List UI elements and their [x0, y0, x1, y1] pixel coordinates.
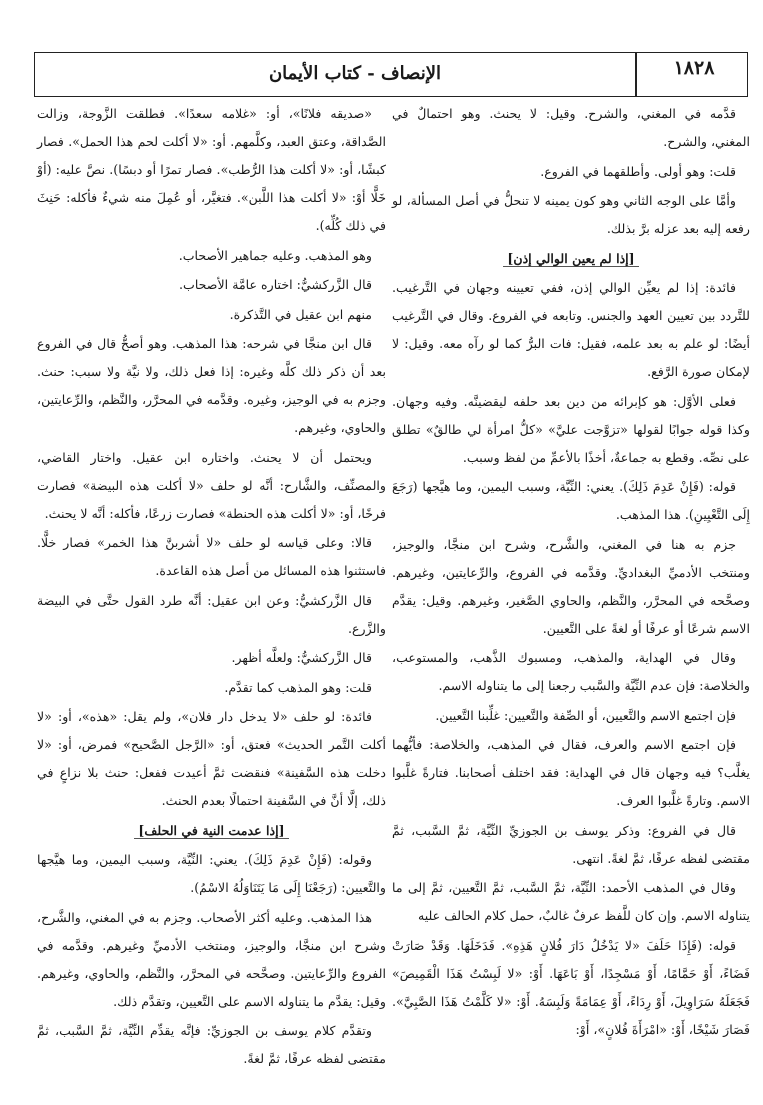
paragraph: «صديقه فلانًا»، أو: «غلامه سعدًا». فطلقت الزَّوجة، وزالت الصَّداقة، وعتق العبد، وكلَّمهم. أو: «لا أكلت لحم هذا الحمل». فصار كبشًا، أو: «لا أكلت هذا الرُّطب». فصار تمرًا أو دبسًا). نصَّ عليه: (أوْ خَلًّا أوْ: «لا أكلت هذا اللَّبن». فتغيَّر، أو عُمِلَ منه شيءٌ فأكله: حَنِثَ في ذلك كُلِّه). — [37, 106, 386, 233]
paragraph: قال الزَّركشيُّ: وعن ابن عقيل: أنَّه طرد القول حتَّى في البيضة والزَّرع. — [37, 592, 386, 636]
right-column — [392, 100, 750, 1045]
paragraph: وقال في المذهب الأحمد: النِّيَّة، ثمَّ السَّبب، ثمَّ التَّعيين، ثمَّ إلى ما يتناوله الاسم. وإن كان للَّفظ عرفٌ غالبٌ، حمل كلام الحالف عليه — [392, 880, 750, 923]
paragraph: قال في الفروع: وذكر يوسف بن الجوزيِّ النِّيَّة، ثمَّ السَّبب، ثمَّ مقتضى لفظه عرفًا، ثمَّ لغةً. انتهى. — [392, 822, 750, 866]
page-number: ١٨٢٨ — [673, 57, 715, 79]
paragraph: وقال في الهداية، والمذهب، ومسبوك الذَّهب، والمستوعب، والخلاصة: فإن عدم النِّيَّة والسَّبب رجعنا إلى ما يتناوله الاسم. — [392, 650, 750, 693]
paragraph: فائدة: إذا لم يعيِّن الوالي إذن، ففي تعيينه وجهان في التَّرغيب. للتَّردد بين تعيين العهد والجنس. وتابعه في الفروع. وقال في التَّرغيب أيضًا: لو علم به بعد علمه، فقيل: فات البرُّ كما لو رآه معه. وقيل: لا لإمكان صورة الرَّفع. — [392, 280, 750, 379]
paragraph: فائدة: لو حلف «لا يدخل دار فلان»، ولم يقل: «هذه»، أو: «لا أكلت التَّمر الحديث» فعتق، أو: «الرَّجل الصَّحيح» فمرض، أو: «لا دخلت هذه السَّفينة» فنقضت ثمَّ أعيدت ففعل: حنث بلا نزاعٍ في ذلك، إلَّا أنَّ في السَّفينة احتمالًا بعدم الحنث. — [37, 709, 386, 808]
paragraph: وقوله: (فَإِنْ عَدِمَ ذَلِكَ). يعني: النِّيَّة، وسبب اليمين، وما هيَّجها والتَّعيين: (رَجَعْنَا إِلَى مَا يَتَنَاوَلُهُ الاسْمُ). — [37, 852, 386, 895]
paragraph: قوله: (فَإِذَا حَلَفَ «لا يَدْخُلُ دَارَ فُلانٍ هَذِهِ». فَدَخَلَهَا. وَقَدْ صَارَتْ فَضَاءً، أَوْ حَمَّامًا، أَوْ مَسْجِدًا، أَوْ بَاعَهَا. أَوْ: «لا لَبِسْتُ هَذَا الْقَمِيصَ» فَجَعَلَهُ سَرَاوِيلَ، أَوْ رِدَاءً، أَوْ عِمَامَةً وَلَبِسَهُ. أَوْ: «لا كَلَّمْتُ هَذَا الصَّبِيَّ». فَصَارَ شَيْخًا، أَوْ: «امْرَأَةَ فُلانٍ»، أَوْ: — [392, 937, 750, 1037]
left-column — [37, 100, 386, 1075]
paragraph: قال ابن منجَّا في شرحه: هذا المذهب. وهو أصحُّ قال في الفروع بعد أن ذكر ذلك كلَّه وغيره: إذا فعل ذلك، ولا نيَّة ولا سبب: حنث. وجزم به في الوجيز، وغيره. وقدَّمه في المحرَّر، والنَّظم، والرِّعايتين، والحاوي، وغيرهم. — [37, 336, 386, 435]
paragraph: قلت: وهو المذهب كما تقدَّم. — [224, 679, 372, 695]
section-heading-text: [إذا لم يعين الوالي إذن] — [503, 251, 638, 267]
header-divider — [635, 53, 637, 96]
paragraph: هذا المذهب. وعليه أكثر الأصحاب. وجزم به في المغني، والشَّرح، وشرح ابن منجَّا، والوجيز، ومنتخب الأدميِّ وغيرهم. وقدَّمه في الفروع والرِّعايتين. وصحَّحه في المحرَّر، والنَّظم، والحاوي، وغيرهم. وقيل: يقدَّم ما يتناوله الاسم على التَّعيين، وتقدَّم ذلك. — [37, 909, 386, 1009]
paragraph: قوله: (فَإِنْ عَدِمَ ذَلِكَ). يعني: النِّيَّة، وسبب اليمين، وما هيَّجها (رَجَعَ إِلَى التَّعْيِينِ). هذا المذهب. — [392, 479, 750, 522]
paragraph: فإن اجتمع الاسم والعرف، فقال في المذهب، والخلاصة: فأيُّهما يغلَّب؟ فيه وجهان قال في الهداية: فقد اختلف أصحابنا. فتارةً غلَّبوا الاسم. وتارةً غلَّبوا العرف. — [392, 737, 750, 808]
paragraph: قلت: وهو أولى. وأطلقهما في الفروع. — [540, 163, 736, 179]
paragraph: فإن اجتمع الاسم والتَّعيين، أو الصِّفة والتَّعيين: غلِّبنا التَّعيين. — [435, 707, 736, 723]
paragraph: منهم ابن عقيل في التَّذكرة. — [229, 306, 372, 322]
section-heading-text: [إذا عدمت النية في الحلف] — [134, 823, 288, 839]
paragraph: ويحتمل أن لا يحنث. واختاره ابن عقيل. واختار القاضي، والمصنِّف، والشَّارح: أنَّه لو حلف «لا أكلت هذه البيضة» فصارت فرخًا، أو: «لا أكلت هذه الحنطة» فصارت زرعًا، فأكله: أنَّه لا يحنث. — [37, 449, 386, 521]
paragraph: فعلى الأوَّل: هو كإبرائه من دين بعد حلفه ليقضينَّه. وفيه وجهان. وكذا قوله جوابًا لقولها «تزوَّجت عليَّ» «كلُّ امرأة لي طالقٌ» تطلق على نصِّه. وقطع به جماعةٌ، أخذًا بالأعمِّ من لفظ وسبب. — [392, 393, 750, 465]
running-title: الإنصاف - كتاب الأيمان — [268, 63, 442, 84]
paragraph: جزم به هنا في المغني، والشَّرح، وشرح ابن منجَّا، والوجيز، ومنتخب الأدميِّ البغداديِّ. وقدَّمه في الفروع، والرِّعايتين، وغيرهم. وصحَّحه في المحرَّر، والنَّظم، والحاوي الصَّغير، وغيرهم. وقيل: يقدَّم الاسم شرعًا أو عرفًا أو لغةً على التَّعيين. — [392, 536, 750, 636]
paragraph: قال الزَّركشيُّ: اختاره عامَّة الأصحاب. — [178, 277, 372, 292]
paragraph: وأمَّا على الوجه الثاني وهو كون يمينه لا تنحلُّ في أصل المسألة، لو رفعه إليه بعد عزله برَّ بذلك. — [392, 193, 750, 236]
paragraph: وتقدَّم كلام يوسف بن الجوزيِّ: فإنَّه يقدِّم النِّيَّة، ثمَّ السَّبب، ثمَّ مقتضى لفظه عرفًا، ثمَّ لغةً. — [37, 1023, 386, 1066]
section-heading — [37, 817, 386, 845]
paragraph: قالا: وعلى قياسه لو حلف «لا أشربنَّ هذا الخمر» فصار خلًّا. فاستثنوا هذه المسائل من أصل هذه القاعدة. — [37, 535, 386, 578]
paragraph: قال الزَّركشيُّ: ولعلَّه أظهر. — [231, 650, 372, 665]
section-heading — [392, 245, 750, 273]
paragraph: وهو المذهب. وعليه جماهير الأصحاب. — [178, 247, 372, 263]
paragraph: قدَّمه في المغني، والشرح. وقيل: لا يحنث. وهو احتمالٌ في المغني، والشرح. — [392, 106, 750, 149]
